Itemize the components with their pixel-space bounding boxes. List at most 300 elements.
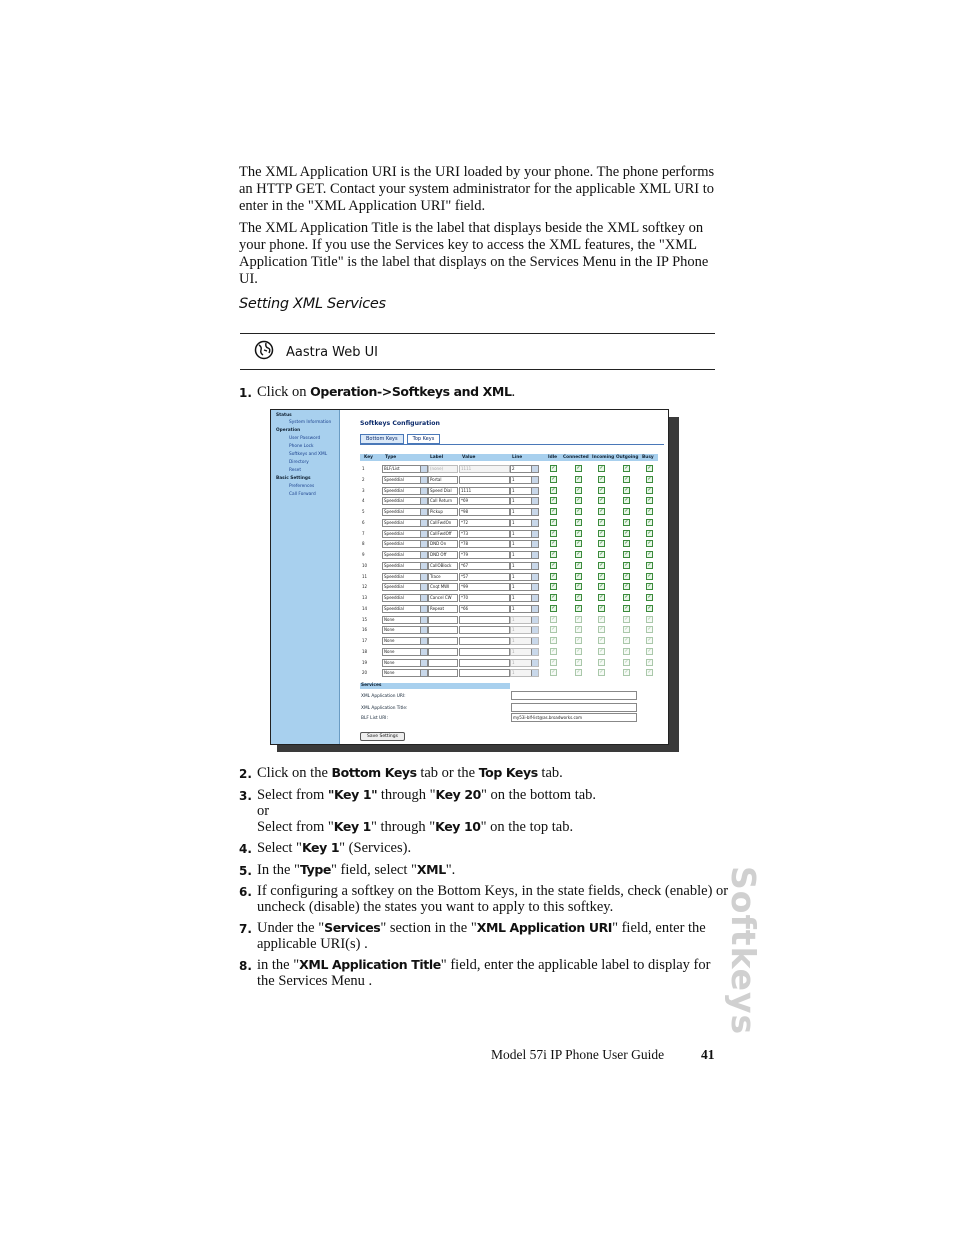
- column-header: Key: [364, 455, 373, 460]
- state-checkbox[interactable]: ✓: [599, 647, 604, 654]
- state-checkbox[interactable]: ✓: [599, 497, 604, 504]
- type-select-value: Speeddial: [384, 487, 404, 493]
- state-checkbox[interactable]: ✓: [647, 540, 652, 547]
- services-field-input[interactable]: my53i-blf-list@as.broadworks.com: [511, 713, 637, 722]
- key-number: 14: [362, 605, 368, 611]
- state-checkbox[interactable]: ✓: [576, 626, 581, 633]
- state-checkbox[interactable]: ✓: [624, 669, 629, 676]
- line-select[interactable]: [510, 519, 539, 527]
- value-input[interactable]: [459, 626, 510, 634]
- chevron-down-icon: [531, 670, 538, 676]
- state-checkbox[interactable]: ✓: [551, 551, 556, 557]
- state-checkbox[interactable]: ✓: [551, 561, 556, 568]
- type-select[interactable]: [382, 487, 428, 495]
- state-checkbox[interactable]: ✓: [576, 583, 581, 590]
- key-number: 3: [362, 487, 365, 493]
- type-select-value: None: [384, 616, 395, 622]
- type-select[interactable]: [382, 594, 428, 602]
- step-number: 2.: [239, 767, 252, 781]
- state-checkbox[interactable]: ✓: [599, 529, 604, 536]
- chevron-down-icon: [420, 541, 427, 547]
- key-number: 11: [362, 573, 368, 579]
- state-checkbox[interactable]: ✓: [647, 518, 652, 525]
- type-select-value: None: [384, 670, 395, 676]
- state-checkbox[interactable]: ✓: [647, 669, 652, 676]
- chevron-down-icon: [531, 531, 538, 537]
- services-field-input[interactable]: [511, 703, 637, 712]
- state-checkbox[interactable]: ✓: [624, 658, 629, 665]
- chevron-down-icon: [420, 498, 427, 504]
- chevron-down-icon: [420, 531, 427, 537]
- chevron-down-icon: [531, 660, 538, 666]
- table-row: [360, 550, 660, 560]
- type-select[interactable]: [382, 573, 428, 581]
- state-checkbox[interactable]: ✓: [576, 465, 581, 471]
- state-checkbox[interactable]: ✓: [647, 647, 652, 654]
- chevron-down-icon: [531, 520, 538, 526]
- value-input[interactable]: *99: [459, 583, 510, 591]
- state-checkbox[interactable]: ✓: [576, 615, 581, 622]
- state-checkbox[interactable]: ✓: [624, 572, 629, 579]
- table-row: [360, 561, 660, 571]
- state-checkbox[interactable]: ✓: [599, 637, 604, 643]
- table-row: [360, 464, 660, 474]
- type-select-value: None: [384, 659, 395, 665]
- state-checkbox[interactable]: ✓: [576, 561, 581, 568]
- label-input[interactable]: Repeat: [428, 605, 458, 613]
- line-select[interactable]: [510, 487, 539, 495]
- chevron-down-icon: [420, 563, 427, 569]
- state-checkbox[interactable]: ✓: [551, 583, 556, 590]
- type-select[interactable]: [382, 530, 428, 538]
- table-row: [360, 529, 660, 539]
- state-checkbox[interactable]: ✓: [647, 626, 652, 633]
- line-select-value: 1: [512, 562, 515, 568]
- ui-term: Type: [299, 862, 331, 877]
- step-text: Select from: [257, 787, 328, 803]
- state-checkbox[interactable]: ✓: [576, 647, 581, 654]
- chevron-down-icon: [420, 660, 427, 666]
- state-checkbox[interactable]: ✓: [599, 486, 604, 493]
- state-checkbox[interactable]: ✓: [576, 604, 581, 611]
- column-header: Label: [430, 455, 444, 460]
- type-select[interactable]: [382, 540, 428, 548]
- state-checkbox[interactable]: ✓: [576, 497, 581, 504]
- sidebar-link[interactable]: User Password: [289, 436, 321, 441]
- state-checkbox[interactable]: ✓: [599, 583, 604, 590]
- line-select[interactable]: [510, 616, 539, 624]
- step-text: Click on: [257, 384, 311, 400]
- value-input[interactable]: [459, 616, 510, 624]
- state-checkbox[interactable]: ✓: [624, 626, 629, 633]
- label-input[interactable]: [428, 626, 458, 634]
- state-checkbox[interactable]: ✓: [576, 551, 581, 557]
- type-select[interactable]: [382, 616, 428, 624]
- key-number: 16: [362, 627, 368, 633]
- line-select[interactable]: [510, 551, 539, 559]
- step-3: [239, 787, 729, 835]
- label-input[interactable]: Call Return: [428, 497, 458, 505]
- key-number: 15: [362, 616, 368, 622]
- type-select[interactable]: [382, 465, 428, 473]
- line-select-value: 1: [512, 595, 515, 600]
- state-checkbox[interactable]: ✓: [624, 594, 629, 600]
- label-input[interactable]: CallOBlock: [428, 562, 458, 570]
- line-select[interactable]: [510, 497, 539, 505]
- sidebar-link[interactable]: Reset: [289, 468, 302, 473]
- step-text: tab or the: [416, 765, 479, 781]
- chevron-down-icon: [531, 649, 538, 655]
- sidebar-group-label: Status: [276, 413, 292, 418]
- step-8: [239, 957, 729, 989]
- step-number: 5.: [239, 864, 252, 878]
- chevron-down-icon: [420, 627, 427, 633]
- save-settings-button[interactable]: Save Settings: [360, 732, 405, 741]
- state-checkbox[interactable]: ✓: [576, 518, 581, 525]
- state-checkbox[interactable]: ✓: [576, 594, 581, 600]
- step-text: ".: [445, 862, 456, 878]
- state-checkbox[interactable]: ✓: [576, 572, 581, 579]
- state-checkbox[interactable]: ✓: [647, 508, 652, 514]
- table-row: [360, 668, 660, 678]
- label-input[interactable]: Cnqt MWI: [428, 583, 458, 591]
- state-checkbox[interactable]: ✓: [624, 615, 629, 622]
- state-checkbox[interactable]: ✓: [551, 669, 556, 676]
- line-select[interactable]: [510, 573, 539, 581]
- state-checkbox[interactable]: ✓: [551, 475, 556, 482]
- type-select[interactable]: [382, 519, 428, 527]
- chevron-down-icon: [531, 606, 538, 612]
- state-checkbox[interactable]: ✓: [576, 637, 581, 643]
- line-select[interactable]: [510, 669, 539, 677]
- state-checkbox[interactable]: ✓: [551, 486, 556, 493]
- sidebar-link[interactable]: Preferences: [289, 484, 315, 489]
- value-input[interactable]: [459, 669, 510, 677]
- table-row: [360, 615, 660, 625]
- label-input[interactable]: [428, 648, 458, 656]
- state-checkbox[interactable]: ✓: [551, 594, 556, 600]
- sidebar-link[interactable]: Softkeys and XML: [289, 452, 328, 457]
- table-row: [360, 658, 660, 668]
- line-select-value: 1: [512, 476, 515, 482]
- state-checkbox[interactable]: ✓: [551, 508, 556, 514]
- value-input[interactable]: 1111: [459, 487, 510, 495]
- type-select[interactable]: [382, 476, 428, 484]
- type-select[interactable]: [382, 562, 428, 570]
- state-checkbox[interactable]: ✓: [647, 529, 652, 536]
- label-input[interactable]: Speed Dial: [428, 487, 458, 495]
- state-checkbox[interactable]: ✓: [624, 583, 629, 590]
- sidebar-group-label: Operation: [276, 428, 301, 433]
- label-input[interactable]: [428, 616, 458, 624]
- state-checkbox[interactable]: ✓: [599, 594, 604, 600]
- value-input[interactable]: *98: [459, 508, 510, 516]
- state-checkbox[interactable]: ✓: [576, 529, 581, 536]
- state-checkbox[interactable]: ✓: [599, 518, 604, 525]
- ui-term: Key 1: [333, 819, 371, 834]
- step-text: Click on the: [257, 765, 332, 781]
- state-checkbox[interactable]: ✓: [576, 508, 581, 514]
- label-input[interactable]: CallFwdOn: [428, 519, 458, 527]
- state-checkbox[interactable]: ✓: [624, 465, 629, 471]
- value-input[interactable]: 1111: [459, 465, 510, 473]
- label-input[interactable]: DND On: [428, 540, 458, 548]
- state-checkbox[interactable]: ✓: [647, 551, 652, 557]
- state-checkbox[interactable]: ✓: [599, 572, 604, 579]
- state-checkbox[interactable]: ✓: [624, 604, 629, 611]
- line-select[interactable]: [510, 648, 539, 656]
- label-input[interactable]: DND Off: [428, 551, 458, 559]
- state-checkbox[interactable]: ✓: [599, 465, 604, 471]
- state-checkbox[interactable]: ✓: [551, 604, 556, 611]
- state-checkbox[interactable]: ✓: [624, 561, 629, 568]
- value-input[interactable]: [459, 659, 510, 667]
- key-tabs: [360, 434, 440, 444]
- step-text: " (Services).: [339, 840, 412, 856]
- line-select[interactable]: [510, 562, 539, 570]
- key-number: 6: [362, 519, 365, 525]
- state-checkbox[interactable]: ✓: [647, 486, 652, 493]
- value-input[interactable]: *72: [459, 519, 510, 527]
- line-select[interactable]: [510, 530, 539, 538]
- column-header: Idle: [548, 455, 558, 460]
- value-input[interactable]: [459, 637, 510, 645]
- line-select-value: 1: [512, 530, 515, 536]
- line-select-value: 1: [512, 573, 515, 579]
- step-1: [239, 384, 729, 400]
- state-checkbox[interactable]: ✓: [551, 637, 556, 643]
- type-select-value: None: [384, 638, 395, 643]
- state-checkbox[interactable]: ✓: [599, 615, 604, 622]
- line-select[interactable]: [510, 583, 539, 591]
- tab-bottom-keys[interactable]: Bottom Keys: [360, 434, 404, 444]
- intro-paragraph-1: The XML Application URI is the URI loaded by your phone. The phone performs an HTTP GET. Contact your system administrator for the applicable XML URI to enter in the "XML Application URI" field.: [239, 164, 715, 214]
- chevron-down-icon: [531, 477, 538, 483]
- line-select[interactable]: [510, 659, 539, 667]
- state-checkbox[interactable]: ✓: [551, 518, 556, 525]
- line-select[interactable]: [510, 605, 539, 613]
- value-input[interactable]: *66: [459, 605, 510, 613]
- key-number: 17: [362, 638, 368, 643]
- type-select[interactable]: [382, 669, 428, 677]
- state-checkbox[interactable]: ✓: [647, 465, 652, 471]
- chevron-down-icon: [531, 541, 538, 547]
- state-checkbox[interactable]: ✓: [647, 475, 652, 482]
- step-text: Select from ": [257, 819, 334, 835]
- state-checkbox[interactable]: ✓: [624, 647, 629, 654]
- type-select-value: None: [384, 627, 395, 633]
- chevron-down-icon: [531, 584, 538, 590]
- intro-paragraph-2: The XML Application Title is the label that displays beside the XML softkey on your phone. If you use the Services key to access the XML features, the "XML Application Title" is the label that displays on the Services Menu in the IP Phone UI.: [239, 220, 709, 287]
- label-input[interactable]: [428, 659, 458, 667]
- type-select[interactable]: [382, 659, 428, 667]
- state-checkbox[interactable]: ✓: [599, 508, 604, 514]
- services-header: [360, 683, 510, 689]
- state-checkbox[interactable]: ✓: [624, 497, 629, 504]
- footer-title: Model 57i IP Phone User Guide: [491, 1047, 665, 1062]
- state-checkbox[interactable]: ✓: [624, 486, 629, 493]
- step-number: 1.: [239, 386, 252, 400]
- value-input[interactable]: *67: [459, 562, 510, 570]
- step-text: If configuring a softkey on the Bottom Keys, in the state fields, check (enable) or uncheck (disable) the states you want to apply to this softkey.: [257, 883, 729, 915]
- tab-underline: [360, 444, 664, 445]
- state-checkbox[interactable]: ✓: [599, 658, 604, 665]
- value-input[interactable]: *79: [459, 551, 510, 559]
- state-checkbox[interactable]: ✓: [624, 529, 629, 536]
- chevron-down-icon: [531, 498, 538, 504]
- label-input[interactable]: (none): [428, 465, 458, 473]
- state-checkbox[interactable]: ✓: [551, 572, 556, 579]
- label-input[interactable]: [428, 669, 458, 677]
- line-select-value: 1: [512, 519, 515, 525]
- line-select[interactable]: [510, 637, 539, 645]
- state-checkbox[interactable]: ✓: [647, 658, 652, 665]
- state-checkbox[interactable]: ✓: [599, 669, 604, 676]
- divider-top: [240, 333, 715, 334]
- value-input[interactable]: [459, 648, 510, 656]
- type-select[interactable]: [382, 637, 428, 645]
- state-checkbox[interactable]: ✓: [647, 497, 652, 504]
- state-checkbox[interactable]: ✓: [551, 465, 556, 471]
- sidebar-group-label: Basic Settings: [276, 476, 311, 481]
- state-checkbox[interactable]: ✓: [551, 615, 556, 622]
- state-checkbox[interactable]: ✓: [624, 540, 629, 547]
- type-select-value: Speeddial: [384, 530, 404, 536]
- state-checkbox[interactable]: ✓: [624, 518, 629, 525]
- ui-term: Key 20: [435, 787, 481, 802]
- type-select[interactable]: [382, 497, 428, 505]
- chevron-down-icon: [531, 552, 538, 558]
- key-number: 13: [362, 595, 368, 600]
- chevron-down-icon: [420, 584, 427, 590]
- services-field-input[interactable]: [511, 691, 637, 700]
- state-checkbox[interactable]: ✓: [576, 540, 581, 547]
- line-select[interactable]: [510, 540, 539, 548]
- state-checkbox[interactable]: ✓: [576, 475, 581, 482]
- state-checkbox[interactable]: ✓: [647, 604, 652, 611]
- chevron-down-icon: [420, 595, 427, 601]
- key-number: 8: [362, 541, 365, 547]
- sidebar-link[interactable]: Directory: [289, 460, 309, 465]
- table-row: [360, 593, 660, 603]
- tab-top-keys[interactable]: Top Keys: [407, 434, 441, 444]
- step-text: " field, select ": [331, 862, 417, 878]
- label-input[interactable]: [428, 637, 458, 645]
- web-ui-label: Aastra Web UI: [286, 345, 378, 360]
- page-footer: [491, 1047, 715, 1063]
- state-checkbox[interactable]: ✓: [599, 561, 604, 568]
- state-checkbox[interactable]: ✓: [624, 551, 629, 557]
- globe-icon: [254, 340, 274, 360]
- chevron-down-icon: [531, 509, 538, 515]
- state-checkbox[interactable]: ✓: [576, 658, 581, 665]
- state-checkbox[interactable]: ✓: [647, 637, 652, 643]
- sidebar-link[interactable]: Phone Lock: [289, 444, 314, 449]
- table-row: [360, 518, 660, 528]
- state-checkbox[interactable]: ✓: [647, 615, 652, 622]
- sidebar-link[interactable]: Call Forward: [289, 492, 316, 497]
- label-input[interactable]: CallFwdOff: [428, 530, 458, 538]
- state-checkbox[interactable]: ✓: [599, 551, 604, 557]
- type-select[interactable]: [382, 605, 428, 613]
- type-select[interactable]: [382, 583, 428, 591]
- table-row: [360, 572, 660, 582]
- value-input[interactable]: *78: [459, 540, 510, 548]
- state-checkbox[interactable]: ✓: [599, 626, 604, 633]
- value-input[interactable]: [459, 476, 510, 484]
- line-select[interactable]: [510, 508, 539, 516]
- line-select[interactable]: [510, 626, 539, 634]
- step-7: [239, 920, 729, 952]
- label-input[interactable]: Pickup: [428, 508, 458, 516]
- state-checkbox[interactable]: ✓: [551, 658, 556, 665]
- services-field-label: BLF List URI:: [361, 716, 388, 721]
- state-checkbox[interactable]: ✓: [599, 540, 604, 547]
- chevron-down-icon: [531, 466, 538, 472]
- state-checkbox[interactable]: ✓: [551, 497, 556, 504]
- line-select[interactable]: [510, 476, 539, 484]
- type-select[interactable]: [382, 551, 428, 559]
- key-number: 7: [362, 530, 365, 536]
- value-input[interactable]: *57: [459, 573, 510, 581]
- column-header: Outgoing: [616, 455, 639, 460]
- state-checkbox[interactable]: ✓: [647, 561, 652, 568]
- state-checkbox[interactable]: ✓: [599, 604, 604, 611]
- state-checkbox[interactable]: ✓: [599, 475, 604, 482]
- value-input[interactable]: *70: [459, 594, 510, 602]
- table-row: [360, 647, 660, 657]
- type-select[interactable]: [382, 626, 428, 634]
- line-select[interactable]: [510, 465, 539, 473]
- state-checkbox[interactable]: ✓: [647, 572, 652, 579]
- label-input[interactable]: Trace: [428, 573, 458, 581]
- line-select-value: 2: [512, 466, 515, 471]
- sidebar-link[interactable]: System Information: [289, 420, 332, 425]
- label-input[interactable]: Portal: [428, 476, 458, 484]
- line-select-value: 1: [512, 509, 515, 514]
- ui-term: Key 10: [435, 819, 481, 834]
- value-input[interactable]: *69: [459, 497, 510, 505]
- state-checkbox[interactable]: ✓: [624, 637, 629, 643]
- state-checkbox[interactable]: ✓: [551, 529, 556, 536]
- chevron-down-icon: [420, 670, 427, 676]
- state-checkbox[interactable]: ✓: [551, 626, 556, 633]
- line-select-value: 1: [512, 638, 515, 643]
- type-select-value: Speeddial: [384, 519, 404, 525]
- sidebar-nav: [271, 410, 340, 744]
- state-checkbox[interactable]: ✓: [647, 594, 652, 600]
- line-select[interactable]: [510, 594, 539, 602]
- state-checkbox[interactable]: ✓: [624, 475, 629, 482]
- state-checkbox[interactable]: ✓: [551, 647, 556, 654]
- state-checkbox[interactable]: ✓: [551, 540, 556, 547]
- label-input[interactable]: Cancel CW: [428, 594, 458, 602]
- key-number: 4: [362, 498, 365, 504]
- state-checkbox[interactable]: ✓: [576, 669, 581, 676]
- type-select[interactable]: [382, 508, 428, 516]
- step-text: " field, enter the applicable label to display for the Services Menu .: [257, 957, 711, 989]
- state-checkbox[interactable]: ✓: [647, 583, 652, 590]
- type-select[interactable]: [382, 648, 428, 656]
- state-checkbox[interactable]: ✓: [624, 508, 629, 514]
- config-title: Softkeys Configuration: [360, 420, 440, 427]
- chevron-down-icon: [531, 563, 538, 569]
- state-checkbox[interactable]: ✓: [576, 486, 581, 493]
- value-input[interactable]: *73: [459, 530, 510, 538]
- step-number: 4.: [239, 842, 252, 856]
- step-text: In the ": [257, 862, 300, 878]
- line-select-value: 1: [512, 498, 515, 504]
